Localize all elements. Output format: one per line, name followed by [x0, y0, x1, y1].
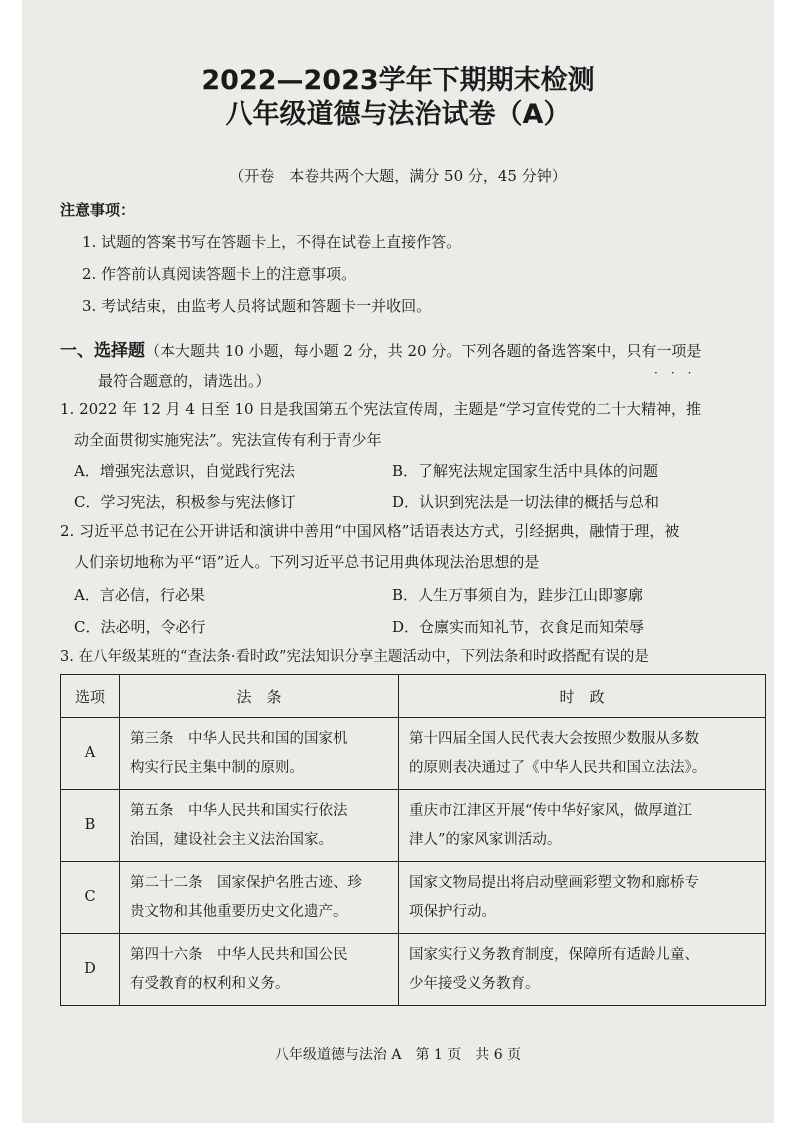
law-cell	[120, 934, 399, 1006]
cell-line: 的原则表决通过了《中华人民共和国立法法》。	[409, 759, 707, 776]
question-stem-line: 1. 2022 年 12 月 4 日至 10 日是我国第五个宪法宣传周，主题是“学习宣传党的二十大精神，推	[60, 400, 702, 418]
question-stem-line: 动全面贯彻实施宪法”。宪法宣传有利于青少年	[74, 431, 382, 449]
cell-line: 构实行民主集中制的原则。	[130, 759, 304, 776]
column-header: 时 政	[399, 675, 766, 718]
cell-line: 贵文物和其他重要历史文化遗产。	[130, 903, 348, 920]
cell-line: 治国，建设社会主义法治国家。	[130, 831, 333, 848]
cell-line: 重庆市江津区开展“传中华好家风，做厚道江	[409, 802, 692, 819]
column-header: 选项	[61, 675, 120, 718]
option-c: C．学习宪法，积极参与宪法修订	[74, 493, 296, 511]
option-a: A．增强宪法意识，自觉践行宪法	[74, 462, 295, 480]
cell-line: 第四十六条 中华人民共和国公民	[130, 946, 348, 963]
news-cell	[399, 934, 766, 1006]
question-2-stem	[60, 516, 770, 578]
cell-line: 第二十二条 国家保护名胜古迹、珍	[130, 874, 362, 891]
notice-item: 1. 试题的答案书写在答题卡上，不得在试卷上直接作答。	[82, 233, 462, 251]
question-1-stem	[60, 394, 770, 456]
question-3-stem: 3. 在八年级某班的“查法条·看时政”宪法知识分享主题活动中，下列法条和时政搭配有误的是	[60, 649, 649, 665]
option-cell: D	[61, 934, 120, 1006]
section-title: 一、选择题	[60, 341, 145, 361]
section-intro: （本大题共 10 小题，每小题 2 分，共 20 分。下列各题的备选答案中，只有一项是	[145, 342, 702, 360]
cell-line: 第三条 中华人民共和国的国家机	[130, 730, 348, 747]
cell-line: 少年接受义务教育。	[409, 975, 540, 992]
exam-title: 2022—2023学年下期期末检测	[201, 65, 595, 96]
law-news-table	[60, 674, 766, 1006]
question-stem-line: 2. 习近平总书记在公开讲话和演讲中善用“中国风格”话语表达方式，引经据典，融情于理，被	[60, 522, 680, 540]
column-header: 法 条	[120, 675, 399, 718]
cell-line: 项保护行动。	[409, 903, 496, 920]
option-cell: C	[61, 862, 120, 934]
news-cell	[399, 862, 766, 934]
emphasis-dots: ···	[654, 366, 705, 380]
exam-page	[22, 0, 774, 1123]
cell-line: 津人”的家风家训活动。	[409, 831, 562, 848]
option-b: B．了解宪法规定国家生活中具体的问题	[392, 462, 659, 480]
page-footer: 八年级道德与法治 A 第 1 页 共 6 页	[274, 1047, 522, 1063]
exam-info: （开卷 本卷共两个大题，满分 50 分，45 分钟）	[229, 167, 567, 185]
option-c: C．法必明，令必行	[74, 618, 206, 636]
cell-line: 国家实行义务教育制度，保障所有适龄儿童、	[409, 946, 699, 963]
table-row	[61, 934, 766, 1006]
cell-line: 第五条 中华人民共和国实行依法	[130, 802, 348, 819]
news-cell	[399, 790, 766, 862]
option-b: B．人生万事须自为，跬步江山即寥廓	[392, 586, 644, 604]
table-row	[61, 790, 766, 862]
option-a: A．言必信，行必果	[74, 586, 205, 604]
law-cell	[120, 790, 399, 862]
table-row	[61, 862, 766, 934]
question-stem-line: 人们亲切地称为平“语”近人。下列习近平总书记用典体现法治思想的是	[74, 553, 540, 571]
option-cell: B	[61, 790, 120, 862]
cell-line: 有受教育的权利和义务。	[130, 975, 290, 992]
option-d: D．认识到宪法是一切法律的概括与总和	[392, 493, 660, 511]
table-header-row	[61, 675, 766, 718]
cell-line: 第十四届全国人民代表大会按照少数服从多数	[409, 730, 699, 747]
option-cell: A	[61, 718, 120, 790]
law-cell	[120, 862, 399, 934]
exam-subject-title: 八年级道德与法治试卷（A）	[225, 99, 571, 130]
law-cell	[120, 718, 399, 790]
news-cell	[399, 718, 766, 790]
table-row	[61, 718, 766, 790]
section-intro-cont: 最符合题意的，请选出。）	[98, 372, 271, 390]
cell-line: 国家文物局提出将启动壁画彩塑文物和廊桥专	[409, 874, 699, 891]
notice-item: 2. 作答前认真阅读答题卡上的注意事项。	[82, 265, 357, 283]
notice-item: 3. 考试结束，由监考人员将试题和答题卡一并收回。	[82, 297, 432, 315]
notice-heading: 注意事项：	[60, 201, 136, 219]
option-d: D．仓廪实而知礼节，衣食足而知荣辱	[392, 618, 645, 636]
